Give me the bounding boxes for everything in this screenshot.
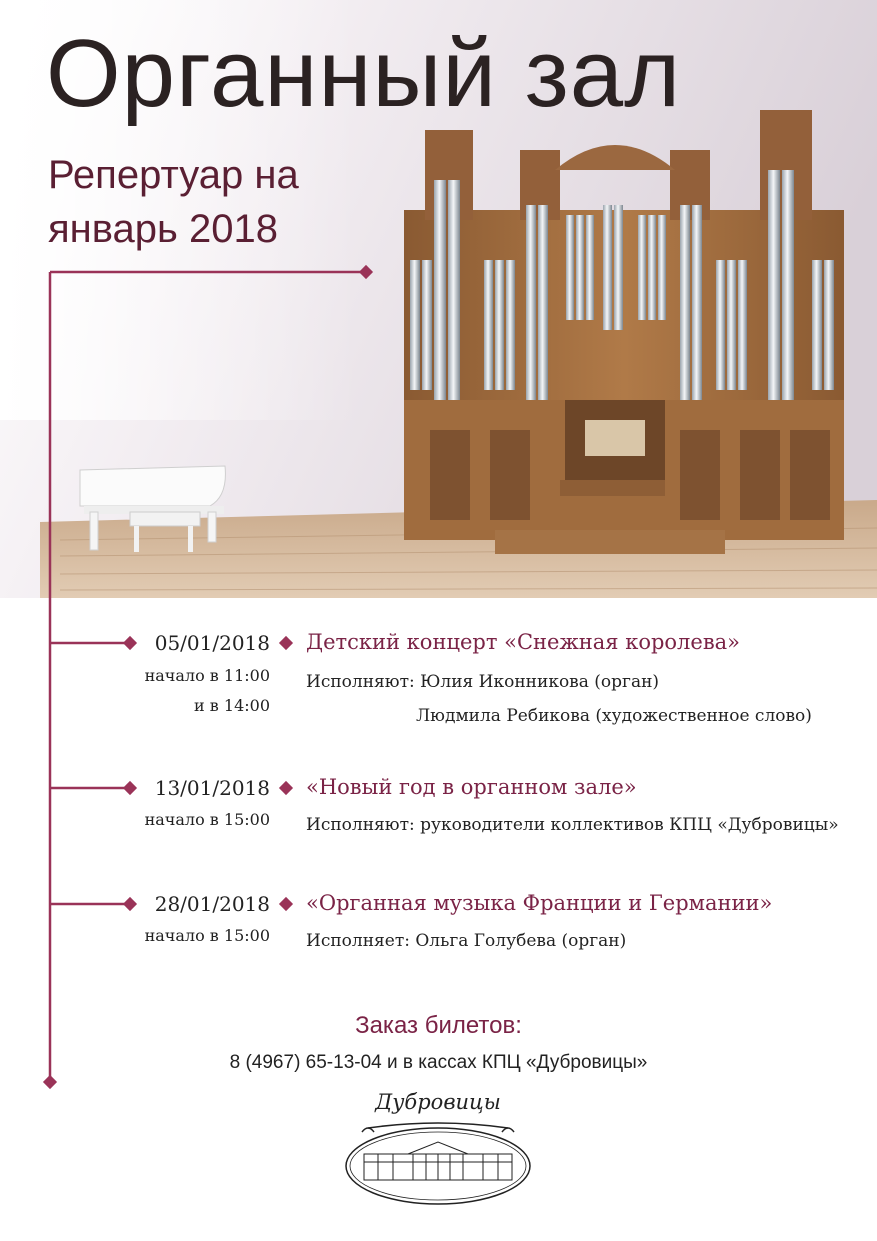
diamond-marker-bottom: [43, 1075, 57, 1089]
event-3-start-time: начало в 15:00: [144, 926, 270, 945]
event-2-start-time: начало в 15:00: [144, 810, 270, 829]
event-2-performers: Исполняют: руководители коллективов КПЦ «Дубровицы»: [306, 815, 839, 835]
event-1-date: 05/01/2018: [154, 631, 270, 655]
event-3-performers: Исполняет: Ольга Голубева (орган): [306, 931, 627, 951]
poster-subtitle: [48, 148, 408, 256]
tickets-contact: 8 (4967) 65-13-04 и в кассах КПЦ «Дубровицы»: [229, 1052, 648, 1073]
subtitle-line-1: Репертуар на: [48, 153, 299, 197]
dubrovitsy-logo: [338, 1088, 538, 1208]
event-1-title: Детский концерт «Снежная королева»: [306, 630, 741, 654]
event-1-start-time-2: и в 14:00: [194, 696, 270, 715]
event-3-title: «Органная музыка Франции и Германии»: [306, 891, 773, 915]
logo-text: Дубровицы: [375, 1090, 501, 1114]
event-2-date: 13/01/2018: [154, 776, 270, 800]
event-3-date: 28/01/2018: [154, 892, 270, 916]
diamond-marker-1b: [279, 636, 293, 650]
diamond-marker-2b: [279, 781, 293, 795]
event-1-performers: Исполняют: Юлия Иконникова (орган): [306, 672, 660, 692]
subtitle-line-2: январь 2018: [48, 207, 278, 251]
event-1-performers-2: Людмила Ребикова (художественное слово): [416, 706, 812, 726]
event-2-title: «Новый год в органном зале»: [306, 775, 637, 799]
event-1-start-time: начало в 11:00: [144, 666, 270, 685]
poster-title: Органный зал: [46, 20, 682, 127]
diamond-marker-3b: [279, 897, 293, 911]
tickets-heading: Заказ билетов:: [355, 1012, 522, 1039]
